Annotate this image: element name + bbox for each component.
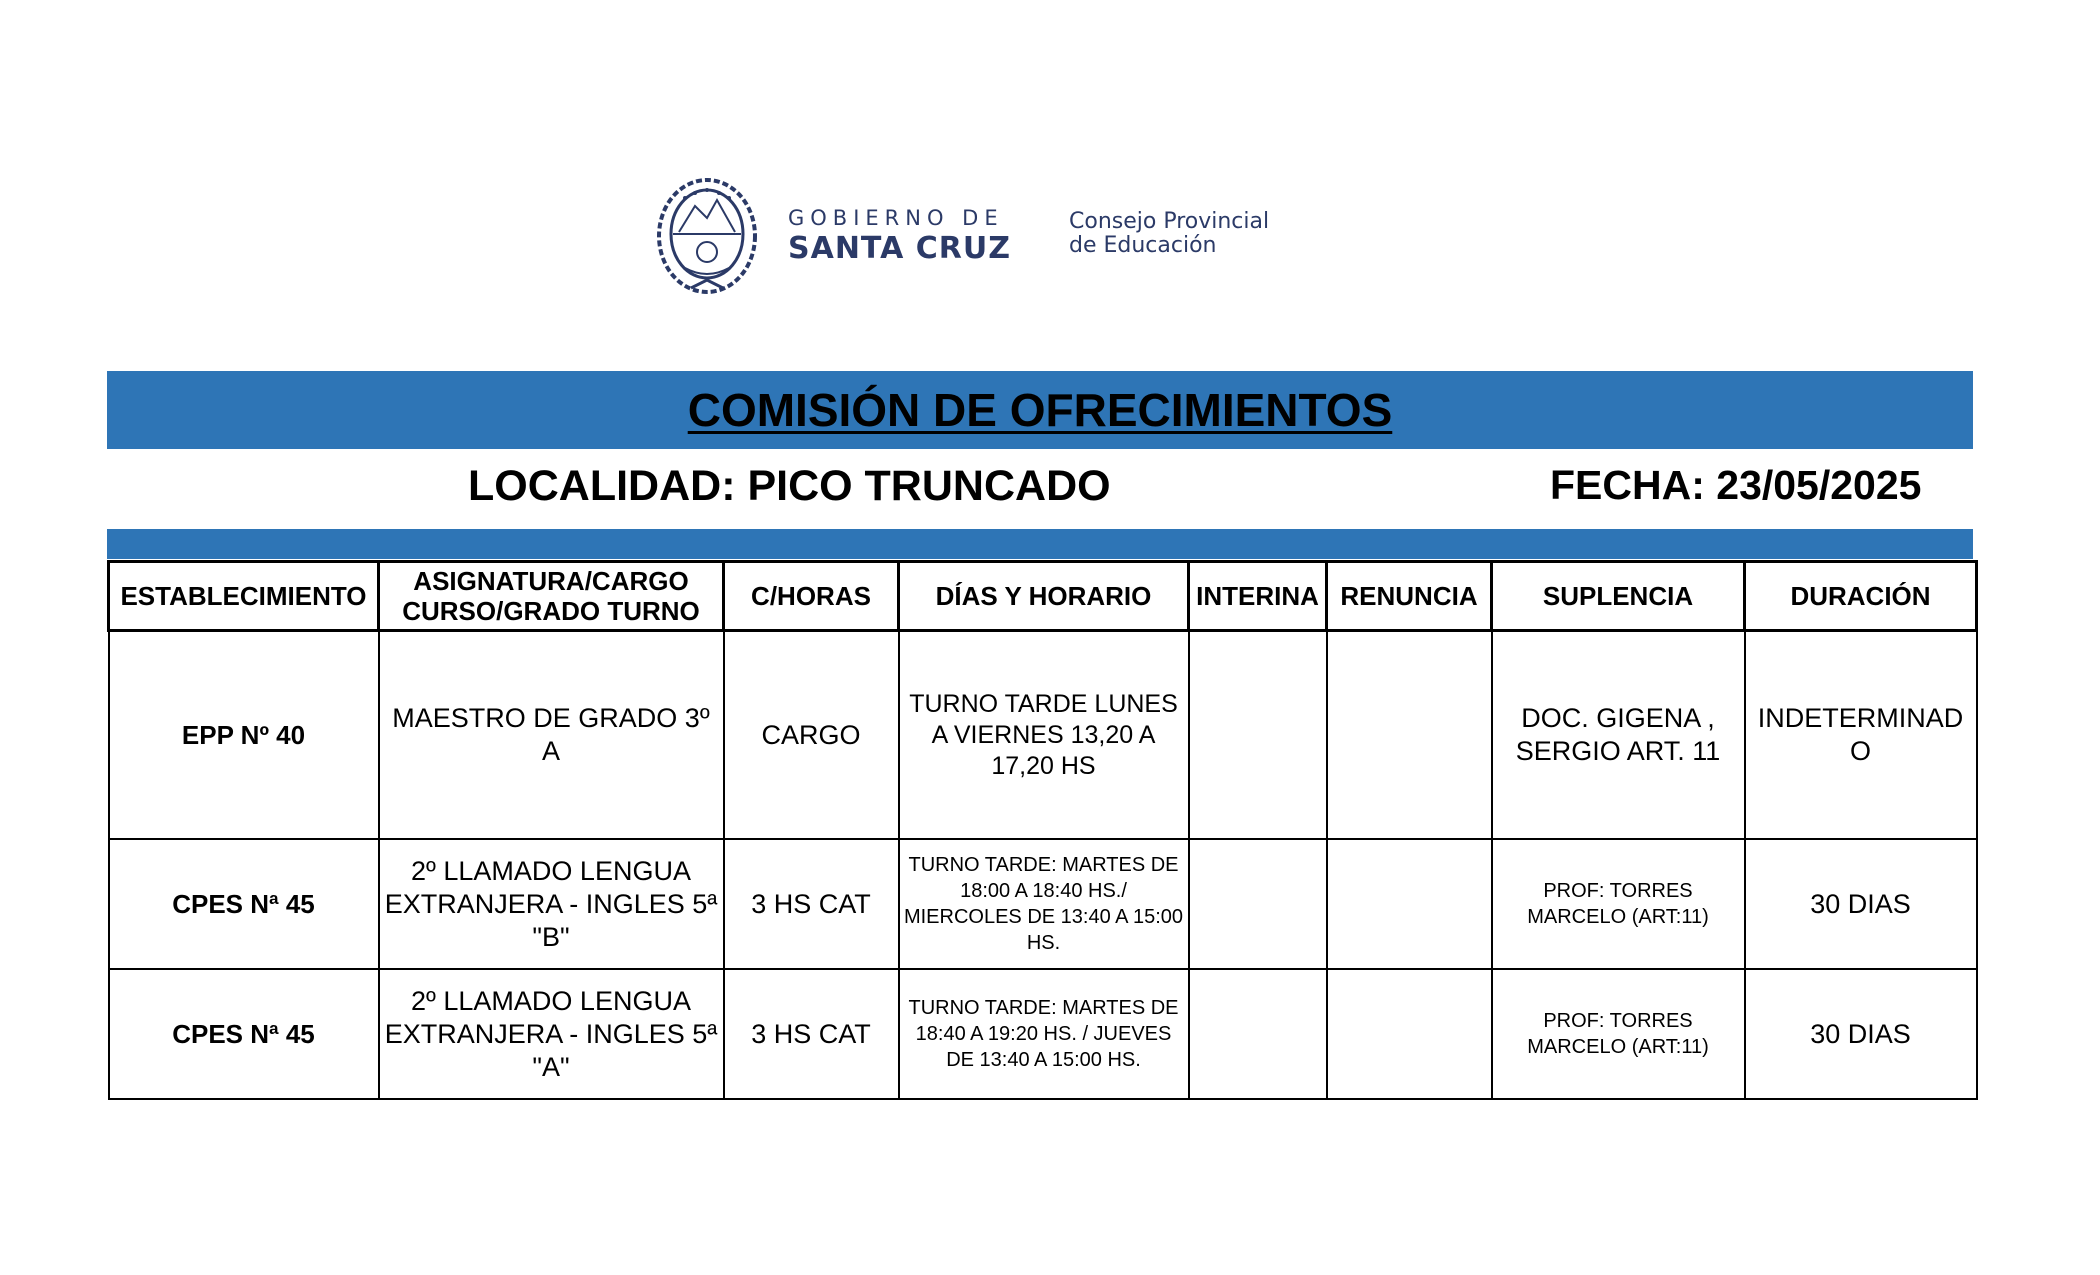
document-title: COMISIÓN DE OFRECIMIENTOS [687, 384, 1393, 436]
cell-horas: CARGO [724, 631, 899, 840]
table-row [109, 631, 1977, 840]
cell-duracion: 30 DIAS [1745, 969, 1977, 1099]
offers-table [107, 560, 1978, 1100]
cell-duracion: 30 DIAS [1745, 839, 1977, 969]
consejo-text [1069, 210, 1269, 258]
cell-horas: 3 HS CAT [724, 839, 899, 969]
cell-asignatura: 2º LLAMADO LENGUA EXTRANJERA - INGLES 5ª "A" [379, 969, 724, 1099]
logo-text-line2: SANTA CRUZ [788, 231, 1011, 266]
cell-establecimiento: CPES Nª 45 [109, 839, 379, 969]
cell-interina [1189, 969, 1327, 1099]
header-renuncia: RENUNCIA [1327, 562, 1492, 631]
cell-establecimiento: CPES Nª 45 [109, 969, 379, 1099]
provincial-seal-icon [655, 176, 759, 296]
header-duracion: DURACIÓN [1745, 562, 1977, 631]
cell-suplencia: DOC. GIGENA , SERGIO ART. 11 [1492, 631, 1745, 840]
table-header-row [109, 562, 1977, 631]
localidad-label: LOCALIDAD: PICO TRUNCADO [468, 462, 1111, 510]
cell-duracion: INDETERMINADO [1745, 631, 1977, 840]
cell-establecimiento: EPP Nº 40 [109, 631, 379, 840]
header-dias: DÍAS Y HORARIO [899, 562, 1189, 631]
cell-dias: TURNO TARDE: MARTES DE 18:00 A 18:40 HS./ MIERCOLES DE 13:40 A 15:00 HS. [899, 839, 1189, 969]
consejo-line2: de Educación [1069, 233, 1217, 258]
title-band [107, 371, 1973, 449]
header-logo [655, 176, 1315, 296]
consejo-line1: Consejo Provincial [1069, 209, 1270, 234]
fecha-label: FECHA: 23/05/2025 [1550, 462, 1922, 508]
header-asignatura [379, 562, 724, 631]
cell-asignatura: 2º LLAMADO LENGUA EXTRANJERA - INGLES 5ª "B" [379, 839, 724, 969]
cell-renuncia [1327, 839, 1492, 969]
cell-suplencia: PROF: TORRES MARCELO (ART:11) [1492, 839, 1745, 969]
header-asignatura-line1: ASIGNATURA/CARGO [413, 566, 689, 596]
logo-text-line1: GOBIERNO DE [788, 206, 1004, 230]
cell-interina [1189, 839, 1327, 969]
header-horas: C/HORAS [724, 562, 899, 631]
header-asignatura-line2: CURSO/GRADO TURNO [402, 596, 700, 626]
cell-dias: TURNO TARDE LUNES A VIERNES 13,20 A 17,20 HS [899, 631, 1189, 840]
cell-suplencia: PROF: TORRES MARCELO (ART:11) [1492, 969, 1745, 1099]
cell-renuncia [1327, 969, 1492, 1099]
cell-asignatura: MAESTRO DE GRADO 3º A [379, 631, 724, 840]
cell-renuncia [1327, 631, 1492, 840]
header-interina: INTERINA [1189, 562, 1327, 631]
header-establecimiento: ESTABLECIMIENTO [109, 562, 379, 631]
table-row [109, 839, 1977, 969]
cell-interina [1189, 631, 1327, 840]
header-suplencia: SUPLENCIA [1492, 562, 1745, 631]
cell-horas: 3 HS CAT [724, 969, 899, 1099]
cell-dias: TURNO TARDE: MARTES DE 18:40 A 19:20 HS. / JUEVES DE 13:40 A 15:00 HS. [899, 969, 1189, 1099]
separator-band [107, 529, 1973, 559]
table-row [109, 969, 1977, 1099]
